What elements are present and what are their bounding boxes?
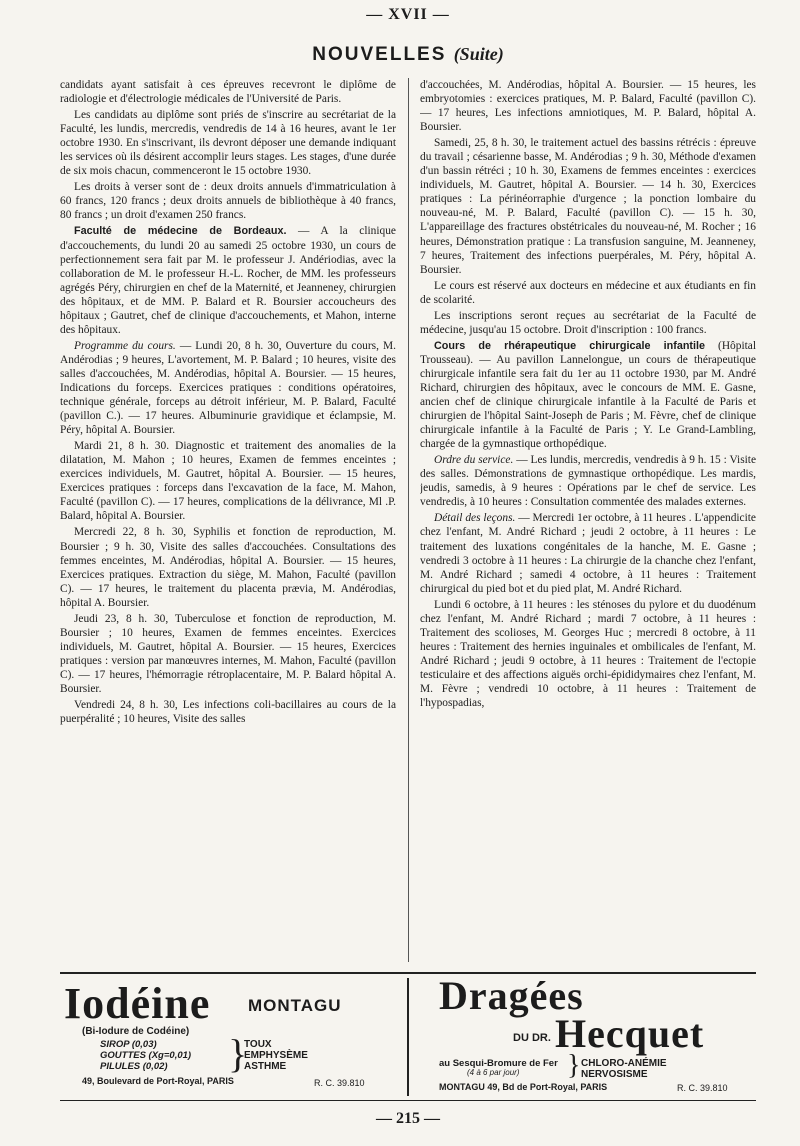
- iodeine-rc: R. C. 39.810: [314, 1078, 365, 1088]
- paragraph-text: Vendredi 24, 8 h. 30, Les infections coli-bacillaires au cours de la puerpéralité ; 10 heures, Visite des salles: [60, 699, 396, 726]
- hecquet-brand: Hecquet: [555, 1011, 705, 1056]
- iodeine-form: SIROP (0,03): [100, 1039, 157, 1050]
- hecquet-composition: au Sesqui-Bromure de Fer: [439, 1058, 558, 1069]
- paragraph-text: Lundi 6 octobre, à 11 heures : les sténoses du pylore et du duodénum chez l'enfant, M. André Richard ; mardi 7 octobre, à 11 heures : Traitement des scolioses, M. Georges Huc ; mercredi 8 octobre, à 11 heures : Traitement des hernies inguinales et ombilicales de l'enfant, M. André Richard ; jeudi 9 octobre, à 11 heures : Traitement de l'ectopie testiculaire et des affections aiguës orchi-épididymaires chez l'enfant, M. M. Fèvre ; vendredi 10 octobre, à 11 heures : Traitement de l'hypospadias,: [420, 598, 756, 710]
- paragraph-text: Les inscriptions seront reçues au secrétariat de la Faculté de médecine, jusqu'au 15 octobre. Droit d'inscription : 100 francs.: [420, 309, 756, 336]
- section-title-suffix: (Suite): [453, 44, 504, 64]
- paragraph-text: Mardi 21, 8 h. 30. Diagnostic et traitement des anomalies de la dilatation, M. Mahon ; 10 heures, Examen de femmes enceintes ; exercices individuels, M. Gautret, hôpital A. Boursier. — 15 heures, Exercices pratiques : forceps dans l'excavation de la face, M. Mahon, Faculté (pavillon C). — 17 heures, complications de la délivrance, Ml .P. Balard, hôpital A. Boursier.: [60, 440, 396, 523]
- iodeine-subtitle: (Bi-Iodure de Codéine): [82, 1026, 190, 1037]
- paragraph: [420, 279, 756, 307]
- brace-glyph: }: [567, 1050, 581, 1081]
- paragraph-text: — Les lundis, mercredis, vendredis à 9 h. 15 : Visite des salles. Démonstrations de gymnastique orthopédique. Les mardis, jeudis, samedis, à 9 heures : Opérations par le chef de service. Les vendredis, à 10 heures : Consultation commentée des malades externes.: [420, 454, 756, 509]
- iodeine-indication: EMPHYSÈME: [244, 1050, 308, 1061]
- paragraph: [420, 309, 756, 337]
- journal-page: [60, 0, 756, 1146]
- dragees-brand: Dragées: [439, 973, 584, 1018]
- paragraph-heading: Faculté de médecine de Bordeaux.: [74, 225, 287, 238]
- paragraph-text: Les candidats au diplôme sont priés de s'inscrire au secrétariat de la Faculté, les lundis, mercredis, vendredis de 14 à 16 heures, avant le 1er octobre 1930. En s'inscrivant, ils devront déposer une demande indiquant les services où ils désirent accomplir leurs stages. Les stages, d'une durée de six mois chacun, commenceront le 15 octobre 1930.: [60, 109, 396, 178]
- section-title: NOUVELLES: [312, 44, 447, 65]
- roman-page-number: — XVII —: [366, 6, 450, 23]
- paragraph: [60, 439, 396, 523]
- paragraph-text: (Hôpital Trousseau). — Au pavillon Lannelongue, un cours de thérapeutique chirurgicale infantile sera fait du 1er au 11 octobre 1930, par M. André Richard, chirurgien des hôpitaux, avec le concours de MM. E. Gasne, ancien chef de clinique chirurgicale infantile à la Faculté de Paris et chirurgien de l'hôpital Saint-Joseph de Paris ; M. Fèvre, chef de clinique chirurgicale infantile à la Faculté de Paris ; Y. Le Grand-Lambling, chargée de la gymnastique orthopédique.: [420, 339, 756, 451]
- paragraph-lead: Détail des leçons.: [434, 512, 516, 525]
- hecquet-dosage: (4 à 6 par jour): [467, 1068, 520, 1077]
- paragraph: [60, 224, 396, 336]
- paragraph: [60, 180, 396, 222]
- brace-glyph: }: [228, 1031, 248, 1076]
- advert-dragees-hecquet: [417, 973, 756, 1098]
- paragraph-text: candidats ayant satisfait à ces épreuves recevront le diplôme de radiologie et d'électrologie médicales de l'Université de Paris.: [60, 79, 396, 106]
- paragraph-text: Les droits à verser sont de : deux droits annuels d'immatriculation à 60 francs, 120 francs ; deux droits annuels de bibliothèque à 40 francs, 80 francs ; un droit d'examen 250 francs.: [60, 181, 396, 222]
- hecquet-rc: R. C. 39.810: [677, 1083, 728, 1093]
- paragraph: [420, 136, 756, 276]
- advert-band: [60, 973, 756, 1098]
- hecquet-indication: CHLORO-ANÉMIE: [581, 1058, 667, 1069]
- iodeine-maker: MONTAGU: [248, 996, 342, 1015]
- paragraph: [60, 698, 396, 726]
- advert-iodeine: [60, 976, 399, 1098]
- iodeine-indication: TOUX: [244, 1039, 272, 1050]
- paragraph: [420, 598, 756, 710]
- paragraph: [60, 525, 396, 609]
- paragraph-text: — Lundi 20, 8 h. 30, Ouverture du cours, M. Andérodias ; 9 heures, L'avortement, M. P. Balard ; 10 heures, visite des salles d'accouchées, M. Andérodias, hôpital A. Boursier. — 15 heures, Indications du forceps. Exercices pratiques : conditions opératoires, technique générale, forceps au détroit inférieur, M. P. Balard, Faculté (pavillon C.). — 17 heures. Albuminurie gravidique et éclampsie, M. Péry, hôpital A. Boursier.: [60, 339, 396, 437]
- hecquet-address: MONTAGU 49, Bd de Port-Royal, PARIS: [439, 1082, 608, 1092]
- column-divider: [408, 78, 409, 962]
- paragraph: [420, 511, 756, 595]
- paragraph-text: Le cours est réservé aux docteurs en médecine et aux étudiants en fin de scolarité.: [420, 279, 756, 306]
- paragraph-text: Samedi, 25, 8 h. 30, le traitement actuel des bassins rétrécis : épreuve du travail ; césarienne basse, M. Andérodias ; 9 h. 30, Méthode d'examen d'un bassin rétréci ; 10 h. 30, Examens de femmes enceintes : exercices individuels, M. Gautret, hôpital A. Boursier. — 14 h. 30, Exercices pratiques : La périnéorraphie d'urgence ; la ponction lombaire du nouveau-né, M. P. Balard, Faculté (pavillon C). — 15 h. 30, L'appareillage des fractures obstétricales du nouveau-né, M. Rocher ; 16 heures, Démonstration pratique : La transfusion sanguine, M. Jeanneney, 7 heures, Traitement des infections puerpérales, M. Péry, hôpital A. Boursier.: [420, 137, 756, 276]
- paragraph: [60, 339, 396, 437]
- page-number: — 215 —: [376, 1110, 440, 1127]
- paragraph-lead: Programme du cours.: [74, 339, 176, 352]
- paragraph: [420, 339, 756, 451]
- paragraph-text: — Mercredi 1er octobre, à 11 heures . L'appendicite chez l'enfant, M. André Richard ; jeudi 2 octobre, à 11 heures : Le traitement des luxations congénitales de la hanche, M. E. Gasne ; vendredi 3 octobre à 11 heures : La chirurgie de la chanche chez l'enfant, M. André Richard ; samedi 4 octobre, à 11 heures : Traitement chirurgical du pied bot et du pied plat, M. André Richard.: [420, 512, 756, 595]
- paragraph-lead: Ordre du service.: [434, 454, 514, 467]
- paragraph-text: — A la clinique d'accouchements, du lundi 20 au samedi 25 octobre 1930, un cours de perfectionnement sera fait par M. le professeur J. Andériodias, avec la collaboration de M. le professeur H.-L. Rocher, de MM. les professeurs agrégés Péry, chirurgien en chef de la Maternité, et Jeanneney, chirurgien des hôpitaux, et de MM. P. Balard et R. Boursier accoucheurs des hôpitaux ; Gautret, chef de clinique d'accouchements, et Mahon, interne des hôpitaux.: [60, 225, 396, 336]
- hecquet-indication: NERVOSISME: [581, 1069, 648, 1080]
- iodeine-indications: [244, 1039, 308, 1072]
- advert-divider: [407, 978, 409, 1096]
- text-columns: [60, 78, 756, 962]
- iodeine-forms: [100, 1039, 191, 1072]
- paragraph-text: d'accouchées, M. Andérodias, hôpital A. Boursier. — 15 heures, les embryotomies : exercices pratiques, M. P. Balard, Faculté (pavillon C). — 17 heures, Les infections amniotiques, M. P. Balard, hôpital A. Boursier.: [420, 79, 756, 134]
- iodeine-form: GOUTTES (Xg=0,01): [100, 1050, 192, 1061]
- right-column: [420, 78, 756, 962]
- iodeine-brand: Iodéine: [64, 979, 211, 1028]
- hecquet-prefix: DU DR.: [513, 1032, 551, 1044]
- hecquet-indications: [581, 1058, 667, 1080]
- running-title: [60, 44, 756, 66]
- paragraph: [60, 612, 396, 696]
- iodeine-address: 49, Boulevard de Port-Royal, PARIS: [82, 1076, 234, 1086]
- left-column: [60, 78, 396, 962]
- paragraph: [60, 78, 396, 106]
- paragraph-heading: Cours de rhérapeutique chirurgicale infantile: [434, 339, 706, 352]
- paragraph: [420, 78, 756, 134]
- paragraph: [60, 108, 396, 178]
- advert-top-rule: [60, 972, 756, 974]
- paragraph-text: Jeudi 23, 8 h. 30, Tuberculose et fonction de reproduction, M. Boursier ; 10 heures, Examen de femmes enceintes. Exercices individuels, M. Gautret, hôpital A. Boursier. — 15 heures, Exercices pratiques : version par manœuvres internes, M. Mahon, Faculté (pavillon C). — 17 heures, l'hémorragie rétroplacentaire, M. P. Balard hôpital A. Boursier.: [60, 612, 396, 695]
- iodeine-indication: ASTHME: [244, 1061, 287, 1072]
- iodeine-form: PILULES (0,02): [100, 1061, 168, 1072]
- advert-bottom-rule: [60, 1100, 756, 1101]
- paragraph-text: Mercredi 22, 8 h. 30, Syphilis et fonction de reproduction, M. Boursier ; 9 h. 30, Visite des salles d'accouchées. Consultations des femmes enceintes, M. Andérodias, hôpital A. Boursier. — 15 heures, Exercices pratiques. Extraction du siège, M. Mahon, Faculté (pavillon C). — 17 heures, le traitement du placenta prævia, M. Andérodias, hôpital A. Boursier.: [60, 526, 396, 609]
- paragraph: [420, 453, 756, 509]
